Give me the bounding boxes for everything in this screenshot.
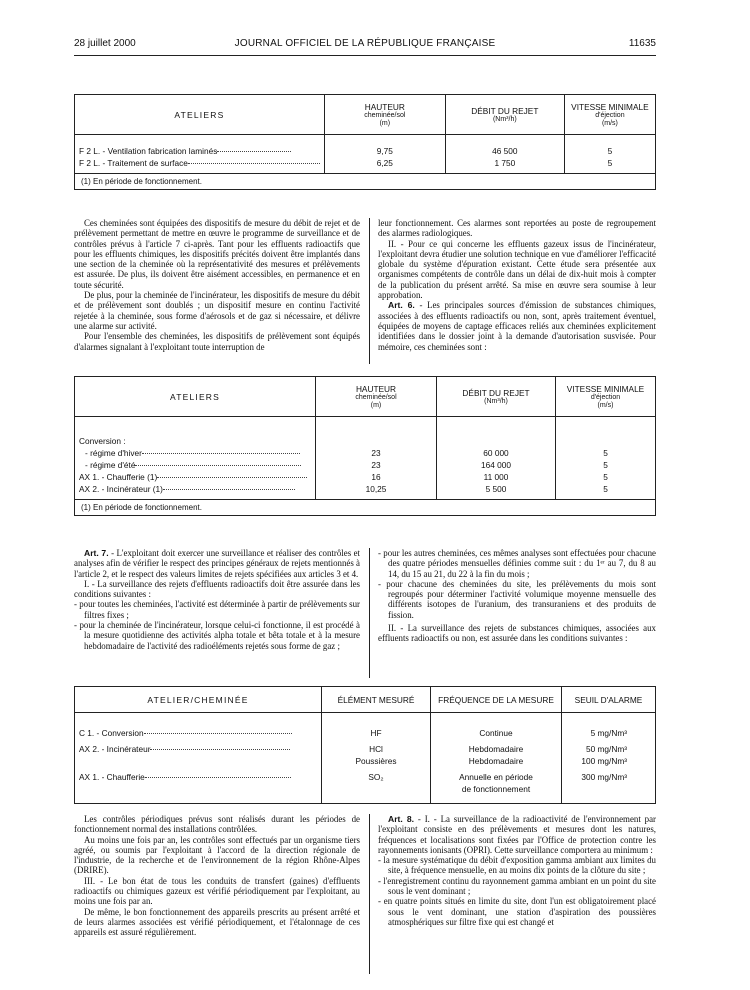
list-item: - pour les autres cheminées, ces mêmes analyses sont effectuées pour chacune des quatre périodes mensuelles définies comme suit : du 1ᵉʳ au 7, du 8 au 14, du 15 au 21, du 22 à la fin du mois ; (378, 548, 656, 579)
table-emissions-ax: ATELIERS HAUTEUR cheminée/sol (m) DÉBIT DU REJET (Nm³/h) VITESSE MINIMALE d'éjection (m/s) Conversion : - régime d'hiver - régime d'été AX 1. - Chaufferie (1) AX 2. - Incinérateur (1) 23 23 16 10,25 60 000 164 000 11 000 5 500 5 5 5 5 (1) En période de fonctionnement. (74, 376, 656, 516)
column-divider (369, 548, 370, 678)
table-row: F 2 L. - Ventilation fabrication laminés F 2 L. - Traitement de surface 9,75 6,25 46 500 1 750 5 5 (75, 135, 656, 174)
col-hauteur: HAUTEUR cheminée/sol (m) (324, 95, 445, 135)
col-vitesse: VITESSE MINIMALE d'éjection (m/s) (564, 95, 655, 135)
list-item: - en quatre points situés en limite du site, dont l'un est obligatoirement placé sous le vent dominant, une station d'aspiration des poussières atmosphériques sur filtre fixe qui est changé et (378, 896, 656, 927)
list-item: - la mesure systématique du débit d'exposition gamma ambiant aux limites du site, à fréquence mensuelle, en au moins dix points de la clôture du site ; (378, 855, 656, 876)
table-emissions-f2l (74, 94, 656, 190)
table-row: C 1. - Conversion AX 2. - Incinérateur AX 1. - Chaufferie HF HCl Poussières SO₂ Continue Hebdomadaire Hebdomadaire Annuelle en période de fonctionnement 5 mg/Nm³ 50 mg/Nm³ 100 mg/Nm³ 300 mg/Nm³ (75, 713, 656, 804)
text-column-right-1: leur fonctionnement. Ces alarmes sont reportées au poste de regroupement des alarmes radiologiques. II. - Pour ce qui concerne les effluents gazeux issus de l'incinérateur, l'exploitant devra étudier une solution technique en vue d'améliorer l'efficacité globale du système d'épuration existant. Cette étude sera présentée aux organismes compétents de contrôle dans un délai de dix-huit mois à compter de la publication du présent arrêté. Sa mise en œuvre sera soumise à leur approbation. Art. 6. - Les principales sources d'émission de substances chimiques, associées à des effluents radioactifs ou non, sont, après traitement éventuel, équipées de moyens de captage efficaces reliés aux cheminées explicitement identifiées dans le dossier joint à la demande d'autorisation susvisée. Pour mémoire, ces cheminées sont : (378, 218, 656, 352)
journal-title: JOURNAL OFFICIEL DE LA RÉPUBLIQUE FRANÇAISE (234, 38, 496, 49)
text-column-right-2: - pour les autres cheminées, ces mêmes analyses sont effectuées pour chacune des quatre périodes mensuelles définies comme suit : du 1ᵉʳ au 7, du 8 au 14, du 15 au 21, du 22 à la fin du mois ; - pour chacune des cheminées du site, les prélèvements du mois sont regroupés pour déterminer l'activité volumique moyenne mensuelle des différents isotopes de l'uranium, des transuraniens et des produits de fission. II. - La surveillance des rejets de substances chimiques, associées aux effluents radioactifs ou non, est assurée dans les conditions suivantes : (378, 548, 656, 644)
list-item: - pour la cheminée de l'incinérateur, lorsque celui-ci fonctionne, il est procédé à la mesure quotidienne des activités alpha totale et bêta totale et à la mesure hebdomadaire de l'activité des radioéléments rejetés sous forme de gaz ; (74, 620, 360, 651)
col-ateliers: ATELIERS (75, 95, 325, 135)
header-date: 28 juillet 2000 (74, 38, 136, 49)
column-divider (369, 218, 370, 364)
text-column-left-2: Art. 7. - L'exploitant doit exercer une surveillance et réaliser des contrôles et analyses afin de vérifier le respect des principes généraux de rejets mentionnés à l'article 2, et le respect des valeurs limites de rejets spécifiées aux articles 3 et 4. I. - La surveillance des rejets d'effluents radioactifs doit être assurée dans les conditions suivantes : - pour toutes les cheminées, l'activité est déterminée à partir de prélèvements sur filtres fixes ; - pour la cheminée de l'incinérateur, lorsque celui-ci fonctionne, il est procédé à la mesure quotidienne des activités alpha totale et bêta totale et à la mesure hebdomadaire de l'activité des radioéléments rejetés sous forme de gaz ; (74, 548, 361, 651)
text-column-left-1: Ces cheminées sont équipées des dispositifs de mesure du débit de rejet et de prélèvement permettant de mettre en œuvre le programme de surveillance et de contrôles prévus à l'article 7 ci-après. Tant pour les effluents radioactifs que pour les effluents chimiques, les dispositifs précités doivent être implantés dans une section de la cheminée où la représentativité des mesures et prélèvements est assurée. De plus, ils doivent être aisément accessibles, en permanence et en toute sécurité. De plus, pour la cheminée de l'incinérateur, les dispositifs de mesure du débit et de prélèvement sont doublés ; un dispositif mesure en continu l'activité rejetée à la cheminée, sous forme d'aérosols et de gaz si nécessaire, et délivre une alarme sur activité. Pour l'ensemble des cheminées, les dispositifs de prélèvement sont équipés d'alarmes signalant à l'exploitant toute interruption de (74, 218, 360, 352)
column-divider (369, 814, 370, 974)
table-row: Conversion : - régime d'hiver - régime d'été AX 1. - Chaufferie (1) AX 2. - Incinérateur (1) 23 23 16 10,25 60 000 164 000 11 000 5 500 5 5 5 5 (75, 417, 656, 500)
table-footnote: (1) En période de fonctionnement. (75, 174, 656, 190)
header-rule (74, 55, 656, 56)
page-number: 11635 (628, 38, 656, 49)
list-item: - pour chacune des cheminées du site, les prélèvements du mois sont regroupés pour déterminer l'activité volumique moyenne mensuelle des différents isotopes de l'uranium, des transuraniens et des produits de fission. (378, 578, 656, 620)
text-column-left-3: Les contrôles périodiques prévus sont réalisés durant les périodes de fonctionnement normal des installations contrôlées. Au moins une fois par an, les contrôles sont effectués par un organisme tiers agréé, ou soumis par l'exploitant à l'accord de la direction régionale de l'industrie, de la recherche et de l'environnement de la région Rhône-Alpes (DRIRE). III. - Le bon état de tous les conduits de transfert (gaines) d'effluents radioactifs ou chimiques gazeux est vérifié périodiquement par l'exploitant, au moins une fois par an. De même, le bon fonctionnement des appareils prescrits au présent arrêté et de leurs alarmes associées est vérifié périodiquement, et l'étalonnage de ces appareils est assuré régulièrement. (74, 814, 360, 938)
table-chemical-monitoring: ATELIER/CHEMINÉE ÉLÉMENT MESURÉ FRÉQUENCE DE LA MESURE SEUIL D'ALARME C 1. - Conversion AX 2. - Incinérateur AX 1. - Chaufferie HF HCl Poussières SO₂ Continue Hebdomadaire Hebdomadaire Annuelle en période de fonctionnement 5 mg/Nm³ 50 mg/Nm³ 100 mg/Nm³ 300 mg/Nm³ (74, 686, 656, 804)
list-item: - l'enregistrement continu du rayonnement gamma ambiant en un point du site sous le vent dominant ; (378, 875, 656, 897)
col-debit: DÉBIT DU REJET (Nm³/h) (445, 95, 564, 135)
text-column-right-3: Art. 8. - I. - La surveillance de la radioactivité de l'environnement par l'exploitant consiste en des prélèvements et mesures dont les natures, fréquences et localisations sont fixées par l'Office de protection contre les rayonnements ionisants (OPRI). Cette surveillance comportera au minimum : - la mesure systématique du débit d'exposition gamma ambiant aux limites du site, à fréquence mensuelle, en au moins dix points de la clôture du site ; - l'enregistrement continu du rayonnement gamma ambiant en un point du site sous le vent dominant ; - en quatre points situés en limite du site, dont l'un est obligatoirement placé sous le vent dominant, une station d'aspiration des poussières atmosphériques sur filtre fixe qui est changé et (378, 814, 657, 927)
table-footnote: (1) En période de fonctionnement. (75, 500, 656, 516)
page-header (74, 38, 656, 52)
list-item: - pour toutes les cheminées, l'activité est déterminée à partir de prélèvements sur filtres fixes ; (74, 599, 360, 620)
